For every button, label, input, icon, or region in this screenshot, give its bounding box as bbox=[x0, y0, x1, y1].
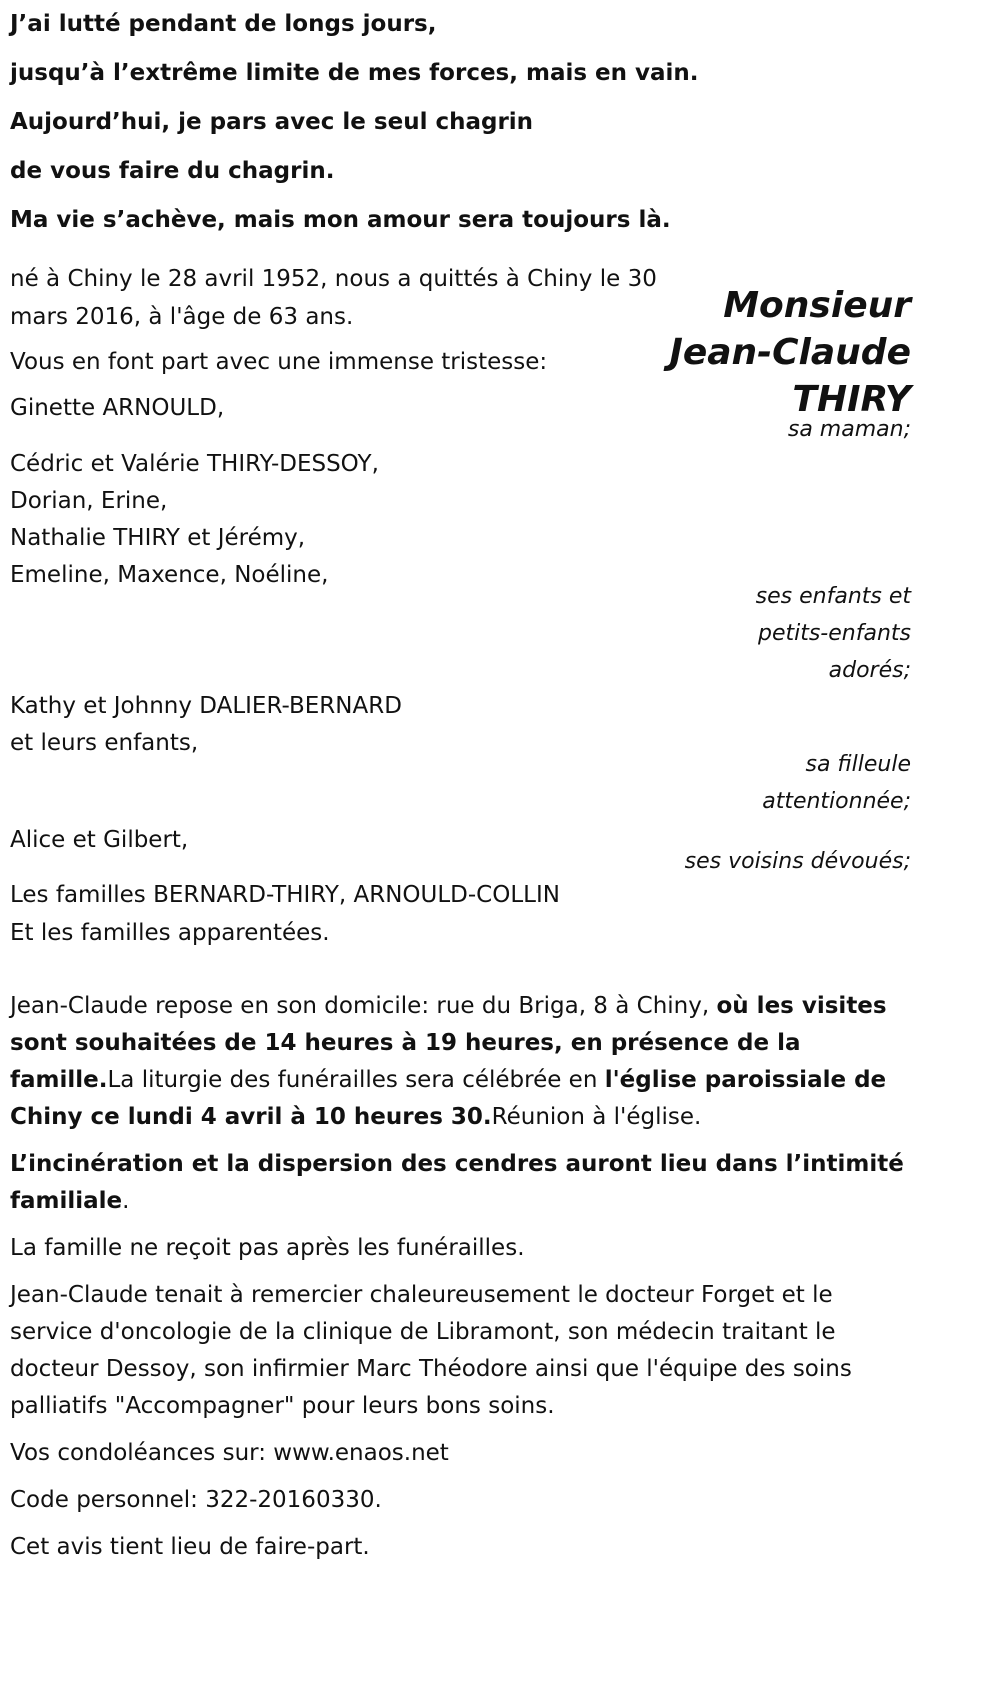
visitation-paragraph bbox=[10, 988, 915, 1136]
family-name-line: Dorian, Erine, bbox=[10, 488, 168, 514]
meeting-text: Réunion à l'église. bbox=[491, 1104, 702, 1130]
announcement-text: Vous en font part avec une immense tristesse: bbox=[10, 349, 548, 375]
cremation-paragraph bbox=[10, 1146, 915, 1220]
family-name-line: Et les familles apparentées. bbox=[10, 920, 330, 946]
deceased-last-name: THIRY bbox=[792, 379, 911, 420]
poem-line: J’ai lutté pendant de longs jours, bbox=[10, 11, 437, 37]
relation-line: attentionnée; bbox=[762, 789, 911, 814]
code-text: Code personnel: 322-20160330. bbox=[10, 1487, 382, 1513]
visitation-text: Jean-Claude repose en son domicile: rue du Briga, 8 à Chiny, bbox=[10, 993, 717, 1019]
family-name-line: Cédric et Valérie THIRY-DESSOY, bbox=[10, 451, 379, 477]
poem-line: Ma vie s’achève, mais mon amour sera toujours là. bbox=[10, 207, 671, 233]
relation-line: ses enfants et bbox=[755, 584, 911, 609]
relation-line: sa filleule bbox=[805, 752, 911, 777]
relation-line: adorés; bbox=[828, 658, 911, 683]
family-name-line: Emeline, Maxence, Noéline, bbox=[10, 562, 329, 588]
family-name-line: Alice et Gilbert, bbox=[10, 827, 189, 853]
cremation-text: L’incinération et la dispersion des cendres auront lieu dans l’intimité familiale bbox=[10, 1151, 904, 1214]
family-name-line: Kathy et Johnny DALIER-BERNARD bbox=[10, 693, 402, 719]
liturgy-text: La liturgie des funérailles sera célébrée en bbox=[107, 1067, 605, 1093]
family-neighbours bbox=[10, 820, 710, 860]
deceased-title: Monsieur bbox=[723, 285, 911, 326]
liturgy-place-time: l'église paroissiale de Chiny ce lundi 4 avril à 10 heures 30. bbox=[10, 1067, 887, 1130]
deceased-first-name: Jean-Claude bbox=[669, 332, 911, 373]
poem-line: de vous faire du chagrin. bbox=[10, 158, 335, 184]
family-children bbox=[10, 446, 710, 594]
family-mother bbox=[10, 388, 710, 428]
relation-mother: sa maman; bbox=[787, 417, 911, 442]
family-goddaughter bbox=[10, 688, 710, 762]
poem-line: jusqu’à l’extrême limite de mes forces, mais en vain. bbox=[10, 60, 699, 86]
relation-neighbours: ses voisins dévoués; bbox=[684, 849, 911, 874]
closing-text: Cet avis tient lieu de faire-part. bbox=[10, 1534, 370, 1560]
poem-line: Aujourd’hui, je pars avec le seul chagrin bbox=[10, 109, 534, 135]
condolences-text: Vos condoléances sur: www.enaos.net bbox=[10, 1440, 449, 1466]
thanks-text: Jean-Claude tenait à remercier chaleureusement le docteur Forget et le service d'oncologie de la clinique de Libramont, son médecin traitant le docteur Dessoy, son infirmier Marc Théodore ainsi que l'équipe des soins palliatifs "Accompagner" pour leurs bons soins. bbox=[10, 1282, 852, 1419]
relation-line: petits-enfants bbox=[757, 621, 911, 646]
cremation-end: . bbox=[122, 1188, 130, 1214]
relation-children bbox=[756, 578, 911, 689]
birth-death-text: né à Chiny le 28 avril 1952, nous a quittés à Chiny le 30 mars 2016, à l'âge de 63 ans. bbox=[10, 266, 657, 330]
family-name-line: et leurs enfants, bbox=[10, 730, 199, 756]
poem bbox=[10, 0, 910, 245]
family-name-line: Ginette ARNOULD, bbox=[10, 395, 225, 421]
family-others bbox=[10, 876, 710, 952]
no-reception-text: La famille ne reçoit pas après les funérailles. bbox=[10, 1235, 525, 1261]
visitation-hours: où les visites sont souhaitées de 14 heures à 19 heures, en présence de la famille. bbox=[10, 993, 887, 1093]
details-section bbox=[10, 988, 915, 1576]
relation-goddaughter bbox=[762, 746, 911, 820]
family-name-line: Les familles BERNARD-THIRY, ARNOULD-COLLIN bbox=[10, 882, 560, 908]
family-name-line: Nathalie THIRY et Jérémy, bbox=[10, 525, 306, 551]
